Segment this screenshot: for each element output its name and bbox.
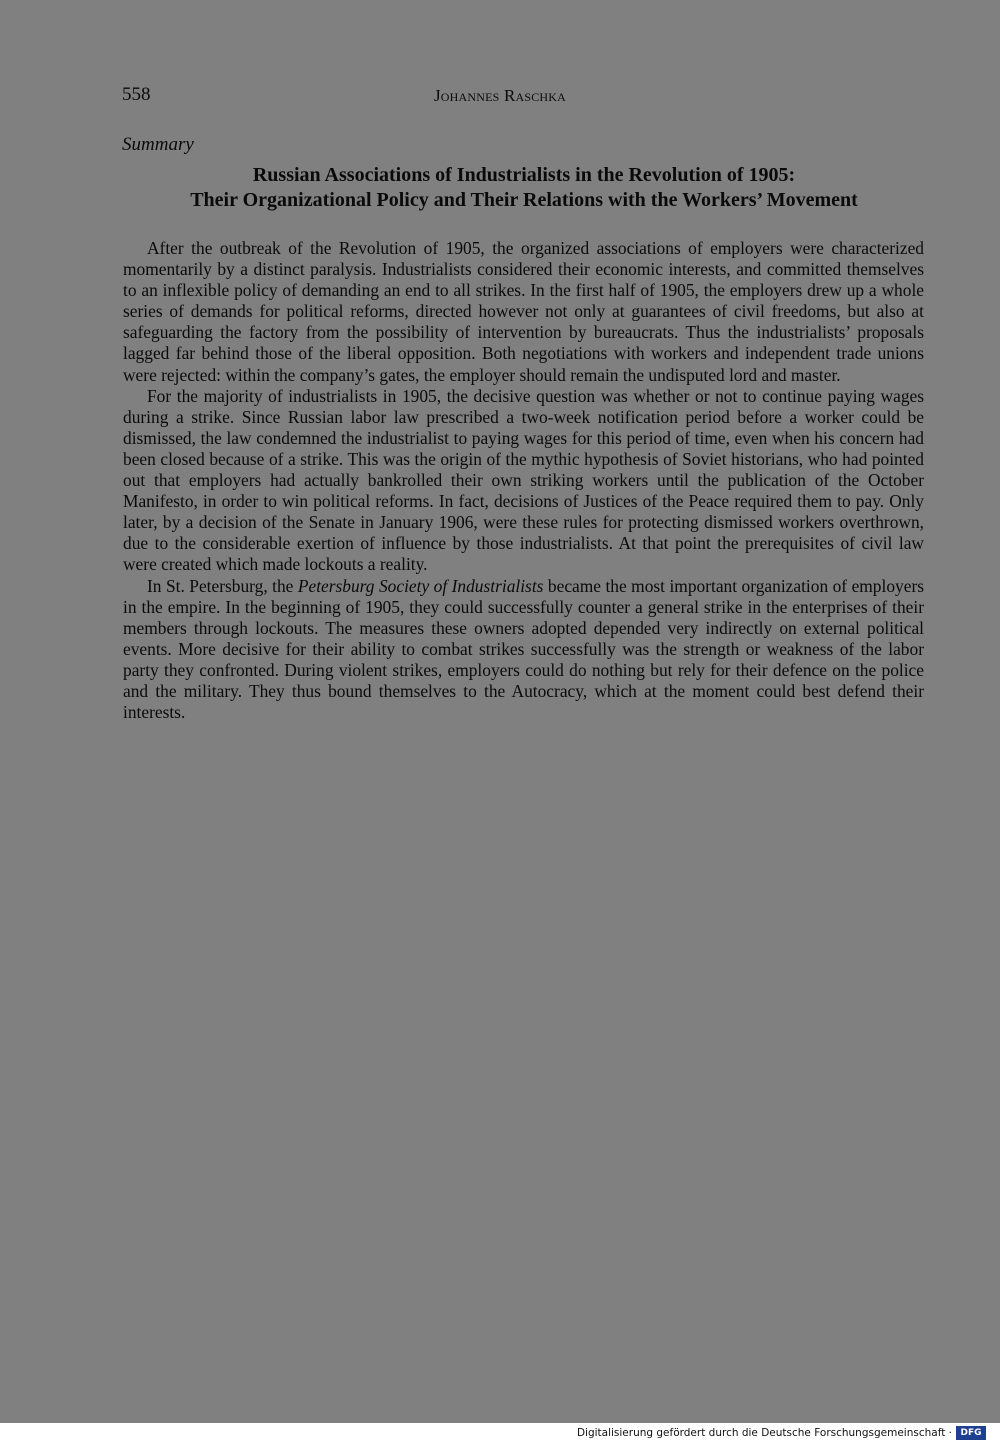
running-head-author: Johannes Raschka [433,86,567,105]
section-label: Summary [122,134,194,155]
funding-notice: Digitalisierung gefördert durch die Deutsche Forschungsgemeinschaft · [576,1427,952,1439]
page-number: 558 [122,84,151,105]
paragraph-3-rest: became the most important organization of employers in the empire. In the beginning of 1905, they could successfully counter a general strike in the enterprises of their members through lockouts. The measures these owners adopted depended very indirectly on external political events. More decisive for their ability to combat strikes successfully was the strength or weakness of the labor party they confronted. During violent strikes, employers could do nothing but rely for their defence on the police and the military. They thus bound themselves to the Autocracy, which at the moment could best defend their interests. [123,575,925,723]
paragraph-2: For the majority of industrialists in 1905, the decisive question was whether or not to continue paying wages during a strike. Since Russian labor law prescribed a two-week notification period before a worker could be dismissed, the law condemned the industrialist to paying wages for this period of time, even when his concern had been closed because of a strike. This was the origin of the mythic hypothesis of Soviet historians, who had pointed out that employers had actually bankrolled their own striking workers until the publication of the October Manifesto, in order to win political reforms. In fact, decisions of Justices of the Peace required them to pay. Only later, by a decision of the Senate in January 1906, were these rules for protecting dismissed workers overthrown, due to the considerable exertion of influence by those industrialists. At that point the prerequisites of civil law were created which made lockouts a reality. [123,385,924,575]
paragraph-3 [123,576,924,724]
paragraph-1: After the outbreak of the Revolution of 1905, the organized associations of employers were characterized momentarily by a distinct paralysis. Industrialists considered their economic interests, and committed themselves to an inflexible policy of demanding an end to all strikes. In the first half of 1905, the employers drew up a whole series of demands for political reforms, directed however not only at guarantees of civil freedoms, but also at safeguarding the factory from the possibility of intervention by bureaucrats. Thus the industrialists’ proposals lagged far behind those of the liberal opposition. Both negotiations with workers and independent trade unions were rejected: within the company’s gates, the employer should remain the undisputed lord and master. [123,238,924,385]
article-title [100,163,948,213]
footer-bar [0,1423,1000,1444]
society-name-italic: Petersburg Society of Industrialists [297,575,544,596]
article-title-line-1: Russian Associations of Industrialists in the Revolution of 1905: [252,164,796,186]
article-title-line-2: Their Organizational Policy and Their Relations with the Workers’ Movement [190,189,858,211]
summary-body [123,238,924,723]
paragraph-3-start: In St. Petersburg, the [147,575,298,596]
dfg-logo: DFG [956,1426,986,1440]
